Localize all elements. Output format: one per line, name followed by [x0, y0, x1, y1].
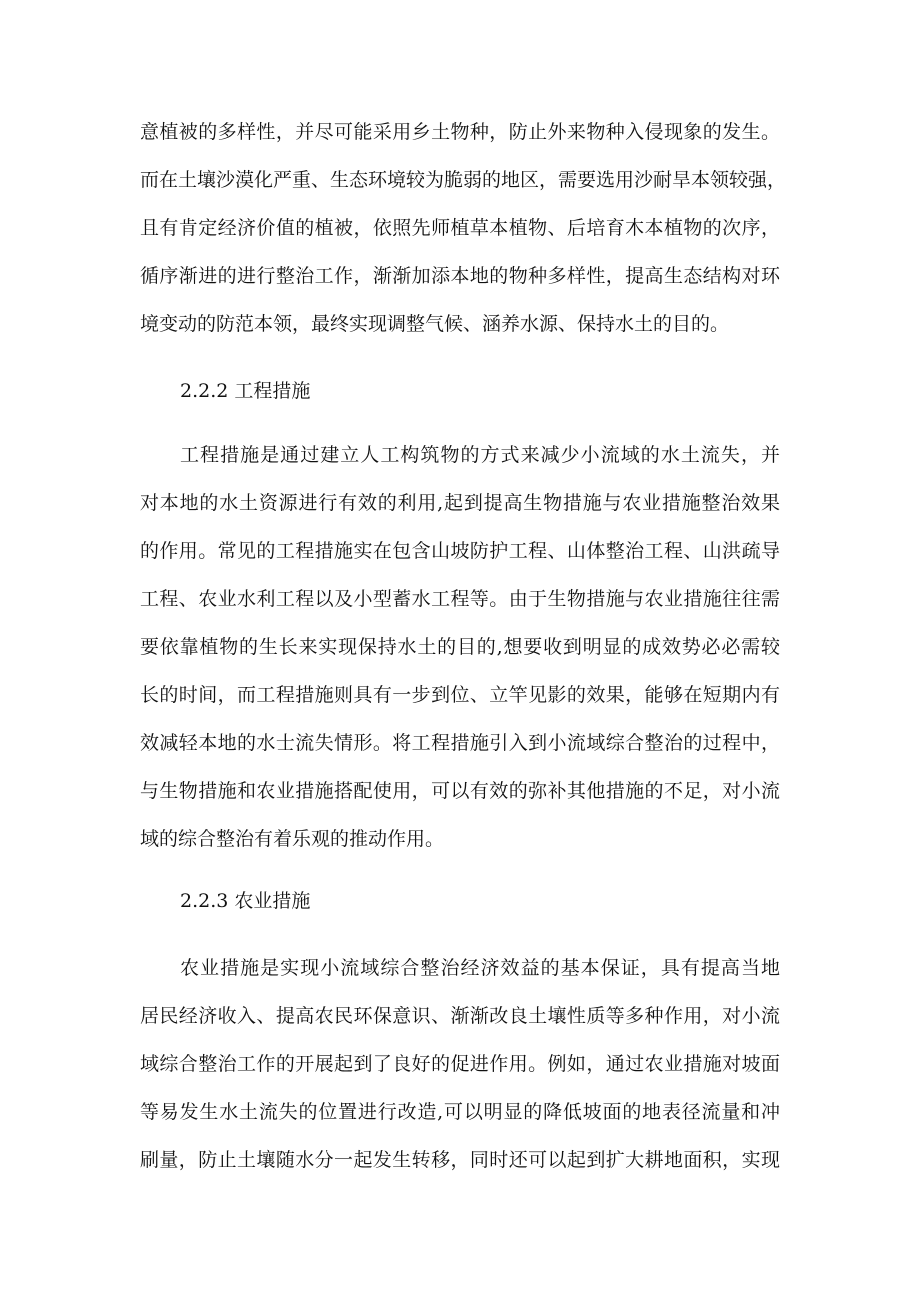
paragraph-line: 循序渐进的进行整治工作，渐渐加添本地的物种多样性，提高生态结构对环 [140, 265, 780, 287]
section-heading: 2.2.3 农业措施 [180, 890, 311, 912]
paragraph-line: 等易发生水土流失的位置进行改造,可以明显的降低坡面的地表径流量和冲 [140, 1101, 780, 1123]
paragraph-line: 工程、农业水利工程以及小型蓄水工程等。由于生物措施与农业措施往往需 [140, 588, 780, 610]
paragraph-line: 域的综合整治有着乐观的推动作用。 [140, 828, 445, 850]
paragraph-line: 长的时间，而工程措施则具有一步到位、立竿见影的效果，能够在短期内有 [140, 684, 780, 706]
paragraph-line: 工程措施是通过建立人工构筑物的方式来减少小流域的水土流失，并 [180, 444, 780, 466]
paragraph-line: 农业措施是实现小流域综合整治经济效益的基本保证，具有提高当地 [180, 957, 780, 979]
section-heading: 2.2.2 工程措施 [180, 380, 311, 402]
paragraph-line: 要依靠植物的生长来实现保持水土的目的,想要收到明显的成效势必必需较 [140, 636, 780, 658]
paragraph-line: 的作用。常见的工程措施实在包含山坡防护工程、山体整治工程、山洪疏导 [140, 540, 780, 562]
paragraph-line: 域综合整治工作的开展起到了良好的促进作用。例如，通过农业措施对坡面 [140, 1053, 780, 1075]
paragraph-line: 且有肯定经济价值的植被，依照先师植草本植物、后培育木本植物的次序， [140, 217, 780, 239]
paragraph-line: 居民经济收入、提高农民环保意识、渐渐改良土壤性质等多种作用，对小流 [140, 1005, 780, 1027]
paragraph-line: 与生物措施和农业措施搭配使用，可以有效的弥补其他措施的不足，对小流 [140, 780, 780, 802]
paragraph-line: 效减轻本地的水士流失情形。将工程措施引入到小流域综合整治的过程中， [140, 732, 780, 754]
paragraph-line: 刷量，防止土壤随水分一起发生转移，同时还可以起到扩大耕地面积，实现 [140, 1149, 780, 1171]
paragraph-line: 而在土壤沙漠化严重、生态环境较为脆弱的地区，需要选用沙耐旱本领较强， [140, 169, 787, 191]
paragraph-line: 对本地的水土资源进行有效的利用,起到提高生物措施与农业措施整治效果 [140, 492, 780, 514]
paragraph-line: 意植被的多样性，并尽可能采用乡土物种，防止外来物种入侵现象的发生。 [140, 121, 780, 143]
paragraph-line: 境变动的防范本领，最终实现调整气候、涵养水源、保持水土的目的。 [140, 313, 730, 335]
